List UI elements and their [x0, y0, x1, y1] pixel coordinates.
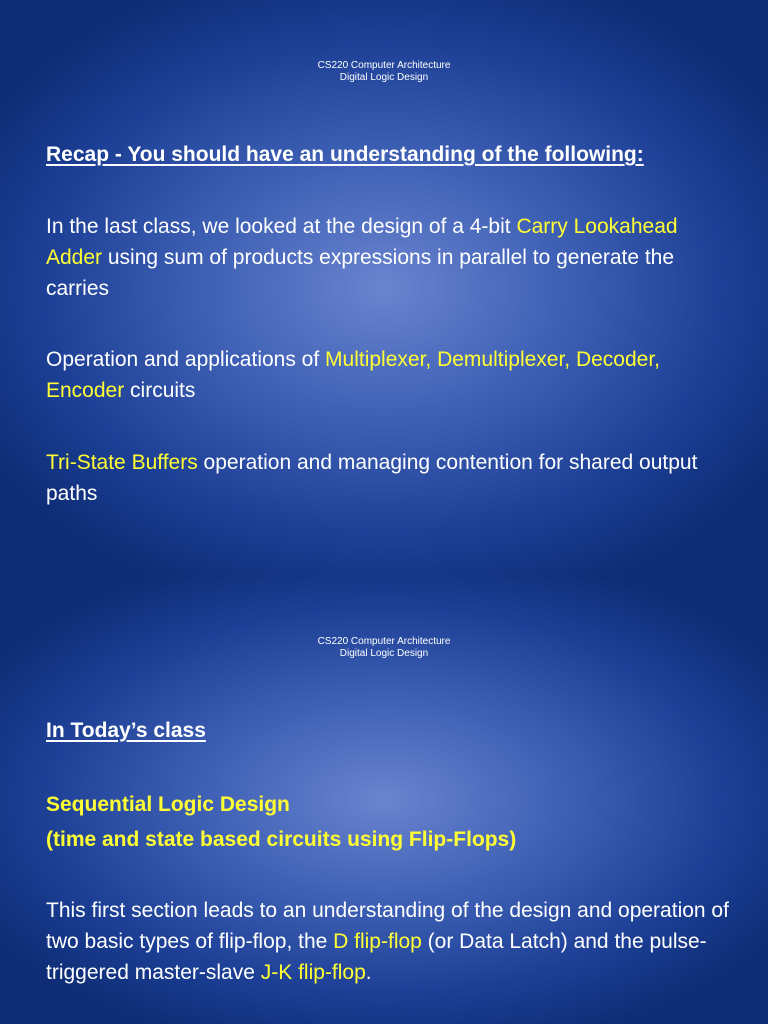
today-heading: In Today’s class: [46, 719, 206, 742]
highlight-carry-lookahead: Carry Lookahead Adder: [46, 215, 678, 269]
text-run: (or Data Latch) and the pulse-triggered master-slave: [46, 930, 707, 984]
text-run: In the last class, we looked at the design of a 4-bit: [46, 215, 517, 238]
slide-today: [0, 576, 768, 1024]
course-title: CS220 Computer Architecture: [317, 636, 451, 647]
text-run: .: [365, 961, 372, 984]
recap-paragraph-mux: [46, 344, 736, 406]
recap-heading: Recap - You should have an understanding of the following:: [46, 143, 644, 166]
text-run: operation and managing contention for shared output paths: [46, 451, 698, 505]
text-run: using sum of products expressions in parallel to generate the carries: [46, 246, 675, 300]
subheading-line: Sequential Logic Design: [46, 793, 290, 816]
course-title: CS220 Computer Architecture: [317, 60, 451, 71]
text-run: This first section leads to an understanding of the design and operation of two basic types of flip-flop, the: [46, 899, 729, 953]
sequential-logic-subheading: [46, 787, 736, 857]
slide-header: [0, 60, 768, 84]
subheading-line: (time and state based circuits using Flip-Flops): [46, 828, 517, 851]
today-paragraph: [46, 895, 736, 988]
highlight-mux-decoder: Multiplexer, Demultiplexer, Decoder, Encoder: [46, 348, 661, 402]
highlight-d-flipflop: D flip-flop: [333, 930, 422, 953]
highlight-jk-flipflop: J-K flip-flop: [260, 961, 366, 984]
slide-header: [0, 636, 768, 660]
text-run: circuits: [124, 379, 196, 402]
course-subtitle: Digital Logic Design: [339, 648, 429, 659]
highlight-tristate: Tri-State Buffers: [46, 451, 198, 474]
course-subtitle: Digital Logic Design: [339, 72, 429, 83]
text-run: Operation and applications of: [46, 348, 326, 371]
recap-paragraph-tristate: [46, 447, 736, 509]
recap-paragraph-cla: [46, 211, 736, 304]
